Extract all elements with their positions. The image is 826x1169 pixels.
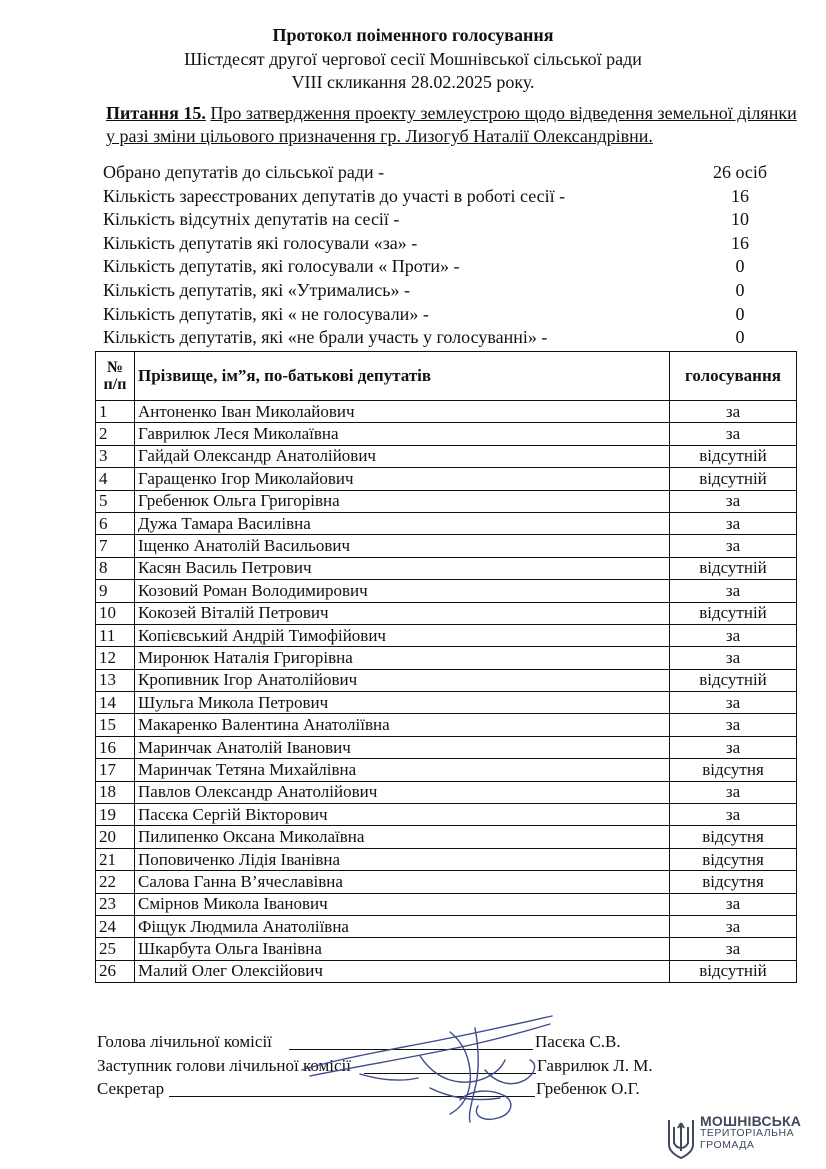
row-number: 18 — [96, 781, 135, 803]
vote-result: відсутній — [670, 445, 797, 467]
table-row — [96, 535, 797, 557]
row-number: 10 — [96, 602, 135, 624]
stat-row-for — [103, 232, 803, 256]
col-header-number — [96, 352, 135, 401]
vote-result: за — [670, 512, 797, 534]
vote-result: за — [670, 423, 797, 445]
deputy-name: Смірнов Микола Іванович — [135, 893, 670, 915]
row-number: 23 — [96, 893, 135, 915]
row-number: 17 — [96, 759, 135, 781]
stat-label: Кількість депутатів, які « не голосували» - — [103, 303, 429, 324]
stat-label: Кількість депутатів, які голосували « Проти» - — [103, 256, 460, 277]
vote-result: за — [670, 893, 797, 915]
row-number: 26 — [96, 960, 135, 982]
logo-line-1: МОШНІВСЬКА — [700, 1113, 802, 1129]
row-number: 15 — [96, 714, 135, 736]
row-number: 22 — [96, 871, 135, 893]
deputy-name: Гребенюк Ольга Григорівна — [135, 490, 670, 512]
stat-row-against — [103, 255, 803, 279]
deputy-name: Гаращенко Ігор Миколайович — [135, 468, 670, 490]
vote-result: відсутній — [670, 669, 797, 691]
handwritten-signature — [300, 1010, 560, 1135]
table-row — [96, 692, 797, 714]
vote-result: за — [670, 401, 797, 423]
deputy-name: Салова Ганна В’ячеславівна — [135, 871, 670, 893]
table-row — [96, 580, 797, 602]
deputy-name: Касян Василь Петрович — [135, 557, 670, 579]
vote-result: за — [670, 624, 797, 646]
row-number: 6 — [96, 512, 135, 534]
deputy-name: Кокозей Віталій Петрович — [135, 602, 670, 624]
row-number: 4 — [96, 468, 135, 490]
row-number: 1 — [96, 401, 135, 423]
deputy-name: Маринчак Тетяна Михайлівна — [135, 759, 670, 781]
table-row — [96, 938, 797, 960]
stat-row-elected — [103, 161, 803, 185]
stat-label: Кількість депутатів, які «Утримались» - — [103, 279, 410, 300]
row-number: 20 — [96, 826, 135, 848]
stat-row-absent — [103, 208, 803, 232]
stat-label: Кількість депутатів які голосували «за» - — [103, 232, 418, 253]
table-row — [96, 759, 797, 781]
vote-result: за — [670, 692, 797, 714]
vote-result: відсутній — [670, 557, 797, 579]
vote-result: за — [670, 915, 797, 937]
col-header-vote: голосування — [670, 352, 797, 401]
vote-result: за — [670, 804, 797, 826]
table-row — [96, 557, 797, 579]
col-header-number-line2: п/п — [103, 376, 127, 393]
deputy-name: Макаренко Валентина Анатоліївна — [135, 714, 670, 736]
stat-value: 0 — [735, 279, 745, 300]
deputy-name: Маринчак Анатолій Іванович — [135, 736, 670, 758]
deputy-name: Пасєка Сергій Вікторович — [135, 804, 670, 826]
table-row — [96, 423, 797, 445]
table-row — [96, 490, 797, 512]
signature-name: Гребенюк О.Г. — [536, 1079, 640, 1098]
table-header-row — [96, 352, 797, 401]
trident-emblem-icon — [667, 1117, 695, 1161]
vote-result: відсутній — [670, 468, 797, 490]
row-number: 25 — [96, 938, 135, 960]
stat-row-abstained — [103, 279, 803, 303]
vote-result: за — [670, 647, 797, 669]
deputy-name: Малий Олег Олексійович — [135, 960, 670, 982]
table-row — [96, 624, 797, 646]
stat-value: 0 — [735, 303, 745, 324]
community-logo — [667, 1115, 817, 1163]
vote-result: відсутня — [670, 848, 797, 870]
table-row — [96, 647, 797, 669]
document-subtitle-session: Шістдесят другої чергової сесії Мошнівської сільської ради — [184, 49, 642, 69]
stat-value: 10 — [731, 209, 749, 230]
table-row — [96, 602, 797, 624]
deputy-name: Козовий Роман Володимирович — [135, 580, 670, 602]
stat-label: Кількість зареєстрованих депутатів до участі в роботі сесії - — [103, 185, 566, 206]
deputy-name: Гайдай Олександр Анатолійович — [135, 445, 670, 467]
deputy-name: Павлов Олександр Анатолійович — [135, 781, 670, 803]
stat-row-not-voted — [103, 303, 803, 327]
row-number: 3 — [96, 445, 135, 467]
stat-row-registered — [103, 185, 803, 209]
table-row — [96, 401, 797, 423]
stat-label: Обрано депутатів до сільської ради - — [103, 162, 385, 182]
stat-value: 0 — [735, 327, 745, 348]
stat-value: 16 — [731, 185, 749, 206]
row-number: 2 — [96, 423, 135, 445]
table-row — [96, 871, 797, 893]
signature-role: Секретар — [97, 1079, 165, 1098]
vote-result: відсутня — [670, 826, 797, 848]
signature-role: Голова лічильної комісії — [97, 1032, 272, 1051]
table-body — [96, 401, 797, 983]
stat-row-not-participated — [103, 326, 803, 350]
vote-result: відсутня — [670, 759, 797, 781]
row-number: 16 — [96, 736, 135, 758]
deputy-name: Кропивник Ігор Анатолійович — [135, 669, 670, 691]
stat-value: 26 осіб — [712, 162, 768, 182]
document-subtitle-date: VIII скликання 28.02.2025 року. — [291, 72, 535, 92]
table-row — [96, 736, 797, 758]
deputy-name: Пилипенко Оксана Миколаївна — [135, 826, 670, 848]
vote-result: відсутній — [670, 960, 797, 982]
row-number: 7 — [96, 535, 135, 557]
vote-result: за — [670, 535, 797, 557]
signature-name: Пасєка С.В. — [535, 1032, 621, 1051]
deputy-name: Копієвський Андрій Тимофійович — [135, 624, 670, 646]
table-row — [96, 781, 797, 803]
vote-result: за — [670, 490, 797, 512]
row-number: 11 — [96, 624, 135, 646]
row-number: 5 — [96, 490, 135, 512]
row-number: 12 — [96, 647, 135, 669]
row-number: 21 — [96, 848, 135, 870]
logo-line-2: ТЕРИТОРІАЛЬНА — [700, 1127, 795, 1139]
table-row — [96, 826, 797, 848]
vote-result: за — [670, 736, 797, 758]
stat-label: Кількість депутатів, які «не брали участь у голосуванні» - — [103, 327, 548, 348]
stat-label: Кількість відсутніх депутатів на сесії - — [103, 209, 400, 230]
deputy-name: Шкарбута Ольга Іванівна — [135, 938, 670, 960]
logo-line-3: ГРОМАДА — [700, 1139, 755, 1151]
vote-result: за — [670, 938, 797, 960]
table-row — [96, 468, 797, 490]
row-number: 8 — [96, 557, 135, 579]
table-row — [96, 848, 797, 870]
table-row — [96, 893, 797, 915]
document-title: Протокол поіменного голосування — [272, 25, 554, 45]
row-number: 13 — [96, 669, 135, 691]
deputy-name: Поповиченко Лідія Іванівна — [135, 848, 670, 870]
vote-result: відсутня — [670, 871, 797, 893]
question-text: Про затвердження проекту землеустрою щодо відведення земельної ділянки у разі зміни цільового призначення гр. Лизогуб Наталії Олександрівни. — [106, 103, 797, 146]
deputy-name: Миронюк Наталія Григорівна — [135, 647, 670, 669]
col-header-name: Прізвище, ім”я, по-батькові депутатів — [135, 352, 670, 401]
deputy-name: Антоненко Іван Миколайович — [135, 401, 670, 423]
question-label: Питання 15. — [106, 103, 206, 123]
voting-summary — [103, 161, 803, 350]
table-row — [96, 804, 797, 826]
table-row — [96, 714, 797, 736]
signature-name: Гаврилюк Л. М. — [537, 1056, 653, 1075]
col-header-number-line1: № — [106, 359, 124, 376]
stat-value: 0 — [735, 256, 745, 277]
row-number: 24 — [96, 915, 135, 937]
roll-call-table — [95, 351, 797, 983]
deputy-name: Гаврилюк Леся Миколаївна — [135, 423, 670, 445]
logo-text — [700, 1115, 801, 1151]
table-row — [96, 960, 797, 982]
question-block — [106, 102, 806, 148]
deputy-name: Фіщук Людмила Анатоліївна — [135, 915, 670, 937]
deputy-name: Іщенко Анатолій Васильович — [135, 535, 670, 557]
vote-result: за — [670, 781, 797, 803]
table-row — [96, 445, 797, 467]
vote-result: відсутній — [670, 602, 797, 624]
stat-value: 16 — [731, 232, 749, 253]
row-number: 19 — [96, 804, 135, 826]
vote-result: за — [670, 580, 797, 602]
vote-result: за — [670, 714, 797, 736]
row-number: 14 — [96, 692, 135, 714]
table-row — [96, 915, 797, 937]
table-row — [96, 512, 797, 534]
deputy-name: Шульга Микола Петрович — [135, 692, 670, 714]
table-row — [96, 669, 797, 691]
signature-role: Заступник голови лічильної комісії — [97, 1056, 352, 1075]
deputy-name: Дужа Тамара Василівна — [135, 512, 670, 534]
row-number: 9 — [96, 580, 135, 602]
